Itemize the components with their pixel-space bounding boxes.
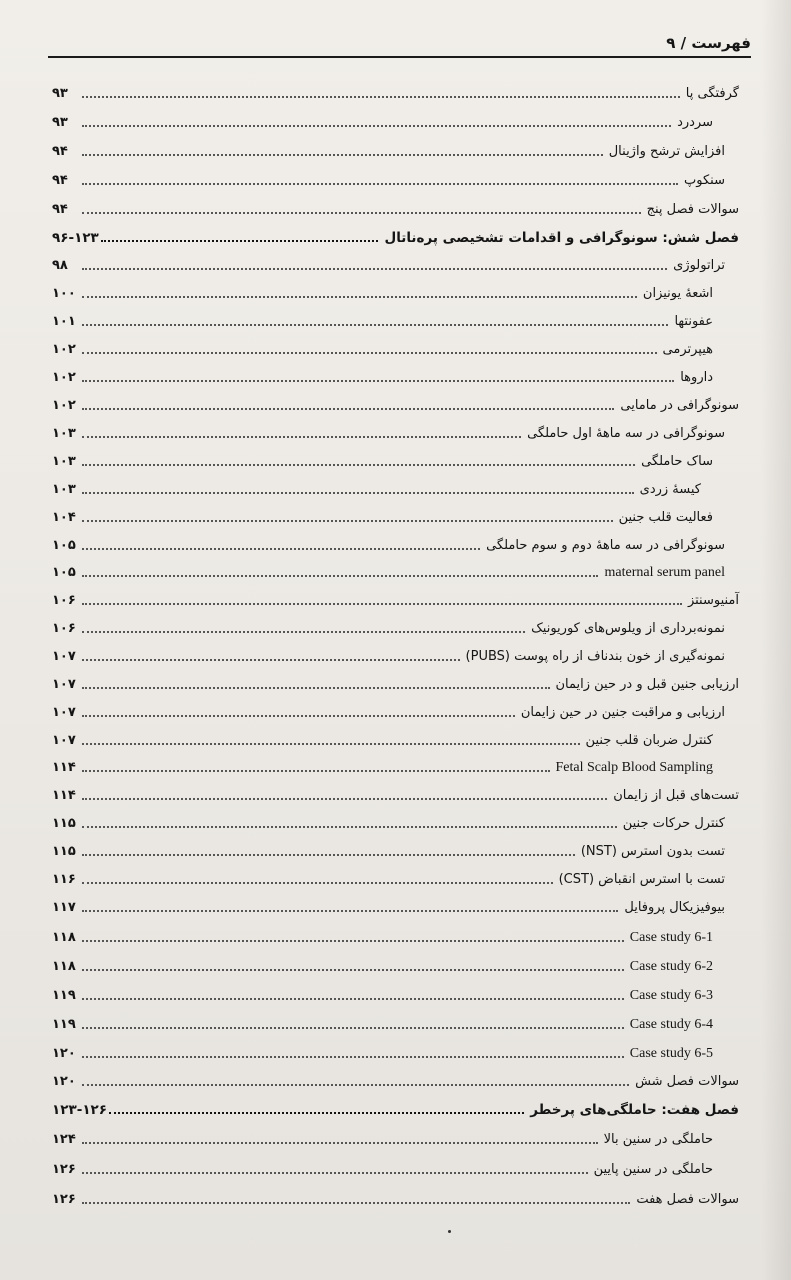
toc-row — [52, 502, 739, 526]
toc-title: حاملگی در سنین پایین — [593, 1162, 713, 1177]
leader-dots — [82, 715, 515, 717]
toc-row — [52, 980, 739, 1004]
toc-page-number: ۱۰۷ — [52, 705, 76, 720]
toc-row — [52, 1038, 739, 1062]
leader-dots — [82, 436, 521, 438]
toc-row — [52, 922, 739, 946]
leader-dots — [109, 1112, 524, 1114]
leader-dots — [82, 1027, 624, 1029]
leader-dots — [101, 240, 379, 242]
toc-page-number: ۱۲۰ — [52, 1074, 76, 1089]
toc-page-number: ۱۱۸ — [52, 930, 76, 945]
leader-dots — [82, 1056, 624, 1058]
toc-page-number: ۹۳ — [52, 86, 68, 101]
toc-page-number: ۱۰۶ — [52, 621, 76, 636]
toc-title: Case study 6-4 — [629, 1017, 713, 1032]
toc-title: گرفتگی پا — [685, 86, 739, 101]
toc-page-number: ۱۰۱ — [52, 314, 76, 329]
toc-row — [52, 697, 739, 721]
toc-row — [52, 808, 739, 832]
toc-title: سنکوپ — [684, 173, 725, 188]
toc-row — [52, 362, 739, 386]
toc-title: فعالیت قلب جنین — [618, 510, 713, 525]
toc-page-number: ۱۰۲ — [52, 370, 76, 385]
toc-title: ارزیابی و مراقبت جنین در حین زایمان — [520, 705, 725, 720]
toc-page-number: ۱۱۴ — [52, 788, 76, 803]
leader-dots — [82, 743, 580, 745]
toc-title: سونوگرافی در مامایی — [620, 398, 739, 413]
toc-page-number: ۱۱۵ — [52, 844, 76, 859]
toc-row — [52, 1009, 739, 1033]
leader-dots — [82, 882, 553, 884]
toc-page-number: ۱۰۶ — [52, 593, 76, 608]
toc-row — [52, 836, 739, 860]
leader-dots — [82, 324, 668, 326]
toc-title: سونوگرافی در سه ماههٔ دوم و سوم حاملگی — [486, 538, 725, 553]
toc-page-number: ۱۲۰ — [52, 1046, 76, 1061]
leader-dots — [82, 408, 614, 410]
toc-page-number: ۱۰۵ — [52, 565, 76, 580]
toc-page-number: ۱۰۳ — [52, 454, 76, 469]
toc-row — [52, 641, 739, 665]
leader-dots — [82, 826, 617, 828]
toc-row — [52, 613, 739, 637]
leader-dots — [82, 998, 624, 1000]
leader-dots — [82, 1172, 588, 1174]
leader-dots — [82, 380, 674, 382]
leader-dots — [82, 910, 618, 912]
leader-dots — [82, 1202, 630, 1204]
toc-row — [52, 250, 739, 274]
toc-row — [52, 334, 739, 358]
toc-row — [52, 1184, 739, 1208]
toc-row — [52, 418, 739, 442]
leader-dots — [82, 659, 460, 661]
leader-dots — [82, 854, 575, 856]
toc-row — [52, 1066, 739, 1090]
toc-row — [52, 951, 739, 975]
toc-title: سوالات فصل هفت — [636, 1192, 739, 1207]
leader-dots — [82, 687, 550, 689]
toc-row — [52, 474, 739, 498]
toc-title: سردرد — [677, 115, 713, 130]
toc-row — [52, 194, 739, 218]
toc-page-number: ۱۰۴ — [52, 510, 76, 525]
toc-page-number: ۱۱۷ — [52, 900, 76, 915]
toc-row — [52, 1154, 739, 1178]
toc-row — [52, 278, 739, 302]
toc-page-range: ۱۲۳-۱۲۶ — [52, 1102, 108, 1118]
leader-dots — [82, 96, 680, 98]
leader-dots — [82, 492, 634, 494]
toc-title: سوالات فصل پنج — [646, 202, 739, 217]
toc-title: تست با استرس انقباض (CST) — [558, 872, 725, 887]
toc-page-number: ۱۰۷ — [52, 649, 76, 664]
toc-title: ساک حاملگی — [641, 454, 713, 469]
toc-page-number: ۹۴ — [52, 202, 68, 217]
toc-title: maternal serum panel — [604, 565, 725, 580]
toc-row — [52, 725, 739, 749]
toc-page-number: ۱۲۶ — [52, 1192, 76, 1207]
toc-title: آمنیوسنتز — [687, 593, 739, 608]
toc-page-number: ۱۲۶ — [52, 1162, 76, 1177]
toc-row — [52, 864, 739, 888]
ink-dot — [448, 1230, 451, 1233]
leader-dots — [82, 154, 603, 156]
toc-title: Case study 6-3 — [629, 988, 713, 1003]
leader-dots — [82, 212, 641, 214]
leader-dots — [82, 1084, 629, 1086]
toc-row — [52, 752, 739, 776]
toc-page-number: ۱۱۵ — [52, 816, 76, 831]
leader-dots — [82, 631, 525, 633]
toc-row — [52, 446, 739, 470]
toc-chapter-row — [52, 222, 739, 246]
toc-row — [52, 165, 739, 189]
toc-page-number: ۱۰۰ — [52, 286, 76, 301]
toc-page-number: ۹۴ — [52, 173, 68, 188]
toc-row — [52, 107, 739, 131]
leader-dots — [82, 940, 624, 942]
toc-row — [52, 78, 739, 102]
toc-title: تست بدون استرس (NST) — [580, 844, 725, 859]
leader-dots — [82, 1142, 598, 1144]
leader-dots — [82, 183, 678, 185]
toc-page-number: ۱۱۹ — [52, 1017, 76, 1032]
toc-row — [52, 780, 739, 804]
page-edge-shadow — [761, 0, 791, 1280]
toc-page-number: ۱۱۶ — [52, 872, 76, 887]
toc-row — [52, 669, 739, 693]
toc-title: سونوگرافی در سه ماههٔ اول حاملگی — [527, 426, 725, 441]
toc-title: اشعهٔ یونیزان — [642, 286, 713, 301]
toc-chapter-title: فصل شش: سونوگرافی و اقدامات تشخیصی پره‌ناتال — [384, 230, 739, 246]
toc-title: عفونتها — [674, 314, 713, 329]
toc-row — [52, 1124, 739, 1148]
header-title: فهرست / ۹ — [666, 34, 751, 52]
toc-title: کیسهٔ زردی — [639, 482, 701, 497]
leader-dots — [82, 520, 613, 522]
toc-page-number: ۹۸ — [52, 258, 68, 273]
toc-row — [52, 306, 739, 330]
toc-row — [52, 585, 739, 609]
toc-row — [52, 530, 739, 554]
leader-dots — [82, 969, 624, 971]
toc-title: Case study 6-2 — [629, 959, 713, 974]
toc-page-number: ۱۰۵ — [52, 538, 76, 553]
leader-dots — [82, 296, 637, 298]
toc-page-number: ۱۰۷ — [52, 677, 76, 692]
toc-page-number: ۱۰۷ — [52, 733, 76, 748]
toc-page-number: ۹۳ — [52, 115, 68, 130]
toc-title: حاملگی در سنین بالا — [603, 1132, 713, 1147]
leader-dots — [82, 575, 598, 577]
toc-title: تست‌های قبل از زایمان — [613, 788, 739, 803]
toc-page-number: ۱۰۲ — [52, 398, 76, 413]
leader-dots — [82, 548, 480, 550]
toc-page-number: ۱۱۴ — [52, 760, 76, 775]
toc-title: ارزیابی جنین قبل و در حین زایمان — [555, 677, 739, 692]
leader-dots — [82, 125, 671, 127]
leader-dots — [82, 352, 657, 354]
toc-chapter-title: فصل هفت: حاملگی‌های پرخطر — [530, 1102, 739, 1118]
toc-page-number: ۱۲۴ — [52, 1132, 76, 1147]
leader-dots — [82, 268, 667, 270]
toc-title: افزایش ترشح واژینال — [608, 144, 725, 159]
toc-title: داروها — [680, 370, 713, 385]
toc-title: Case study 6-5 — [629, 1046, 713, 1061]
toc-chapter-row — [52, 1094, 739, 1118]
toc-page-number: ۱۰۳ — [52, 482, 76, 497]
leader-dots — [82, 798, 607, 800]
toc-page-number: ۱۱۸ — [52, 959, 76, 974]
toc-page-number: ۱۱۹ — [52, 988, 76, 1003]
toc-row — [52, 136, 739, 160]
leader-dots — [82, 603, 682, 605]
leader-dots — [82, 770, 550, 772]
toc-title: نمونه‌برداری از ویلوس‌های کوریونیک — [531, 621, 725, 636]
toc-page-number: ۱۰۲ — [52, 342, 76, 357]
toc-title: کنترل حرکات جنین — [622, 816, 725, 831]
toc-title: سوالات فصل شش — [635, 1074, 739, 1089]
toc-page-range: ۹۶-۱۲۳ — [52, 230, 99, 246]
toc-row — [52, 557, 739, 581]
toc-title: Fetal Scalp Blood Sampling — [555, 760, 713, 775]
toc-title: کنترل ضربان قلب جنین — [585, 733, 713, 748]
toc-title: Case study 6-1 — [629, 930, 713, 945]
toc-page-number: ۱۰۳ — [52, 426, 76, 441]
toc-title: هیپرترمی — [662, 342, 713, 357]
toc-title: نمونه‌گیری از خون بندناف از راه پوست (PUBS) — [465, 649, 725, 664]
toc-page-number: ۹۴ — [52, 144, 68, 159]
toc-row — [52, 892, 739, 916]
toc-row — [52, 390, 739, 414]
toc-title: بیوفیزیکال پروفایل — [624, 900, 725, 915]
leader-dots — [82, 464, 635, 466]
toc-title: تراتولوژی — [673, 258, 725, 273]
